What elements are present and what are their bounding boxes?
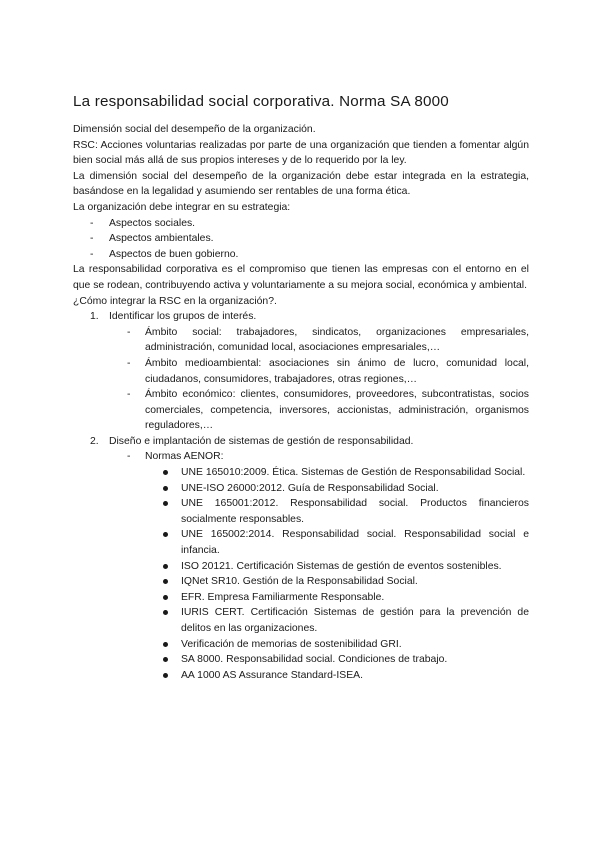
list-item: Verificación de memorias de sostenibilidad GRI. bbox=[145, 637, 529, 653]
step-number: 2. bbox=[90, 435, 99, 447]
paragraph-social-dimension: Dimensión social del desempeño de la organización. bbox=[73, 124, 316, 135]
step-label: Identificar los grupos de interés. bbox=[109, 311, 257, 323]
list-item: UNE 165002:2014. Responsabilidad social. Responsabilidad social e infancia. bbox=[145, 527, 529, 558]
aenor-norms-item bbox=[109, 449, 529, 683]
norms-list bbox=[145, 465, 529, 683]
list-item: EFR. Empresa Familiarmente Responsable. bbox=[145, 590, 529, 606]
aenor-norms-label: Normas AENOR: bbox=[145, 451, 224, 463]
list-item: AA 1000 AS Assurance Standard-ISEA. bbox=[145, 668, 529, 684]
list-item: - Ámbito económico: clientes, consumidores, proveedores, subcontratistas, socios comerciales, competencia, inversores, accionistas, administración, organismos reguladores,… bbox=[109, 387, 529, 434]
list-item: - Aspectos de buen gobierno. bbox=[73, 247, 529, 263]
step-number: 1. bbox=[90, 311, 99, 323]
list-item: SA 8000. Responsabilidad social. Condiciones de trabajo. bbox=[145, 652, 529, 668]
steps-list bbox=[73, 309, 529, 683]
aspects-list bbox=[73, 216, 529, 263]
aenor-group bbox=[109, 449, 529, 683]
list-item: UNE 165001:2012. Responsabilidad social. Productos financieros socialmente responsables. bbox=[145, 496, 529, 527]
paragraph-strategy-integration: La dimensión social del desempeño de la organización debe estar integrada en la estrategia, basándose en la legalidad y asumiendo ser rentables de una forma ética. bbox=[73, 170, 529, 198]
list-item: IURIS CERT. Certificación Sistemas de gestión para la prevención de delitos en las organizaciones. bbox=[145, 605, 529, 636]
step-label: Diseño e implantación de sistemas de gestión de responsabilidad. bbox=[109, 435, 414, 447]
stakeholder-scopes-list bbox=[109, 325, 529, 434]
list-item: UNE 165010:2009. Ética. Sistemas de Gestión de Responsabilidad Social. bbox=[145, 465, 529, 481]
list-item: - Ámbito medioambiental: asociaciones sin ánimo de lucro, comunidad local, ciudadanos, consumidores, trabajadores, otras regiones,… bbox=[109, 356, 529, 387]
list-item: ISO 20121. Certificación Sistemas de gestión de eventos sostenibles. bbox=[145, 559, 529, 575]
list-item: UNE-ISO 26000:2012. Guía de Responsabilidad Social. bbox=[145, 481, 529, 497]
list-item: - Aspectos ambientales. bbox=[73, 231, 529, 247]
paragraph-corporate-responsibility: La responsabilidad corporativa es el compromiso que tienen las empresas con el entorno en el que se rodean, contribuyendo activa y voluntariamente a su mejora social, económica y ambiental. bbox=[73, 264, 529, 291]
paragraph-rsc-definition: RSC: Acciones voluntarias realizadas por parte de una organización que tienden a fomentar algún bien social más allá de sus propios intereses y de lo requerido por la ley. bbox=[73, 139, 529, 167]
page-title: La responsabilidad social corporativa. Norma SA 8000 bbox=[73, 93, 449, 110]
list-item: IQNet SR10. Gestión de la Responsabilidad Social. bbox=[145, 574, 529, 590]
paragraph-how-to-integrate: ¿Cómo integrar la RSC en la organización?. bbox=[73, 295, 277, 307]
list-item: - Aspectos sociales. bbox=[73, 216, 529, 232]
document-page bbox=[73, 92, 529, 683]
list-item: - Ámbito social: trabajadores, sindicatos, organizaciones empresariales, administración, comunidad local, asociaciones empresariales,… bbox=[109, 325, 529, 356]
step-management-systems bbox=[73, 434, 529, 684]
paragraph-integrate-intro: La organización debe integrar en su estrategia: bbox=[73, 201, 291, 213]
step-identify-stakeholders bbox=[73, 309, 529, 434]
